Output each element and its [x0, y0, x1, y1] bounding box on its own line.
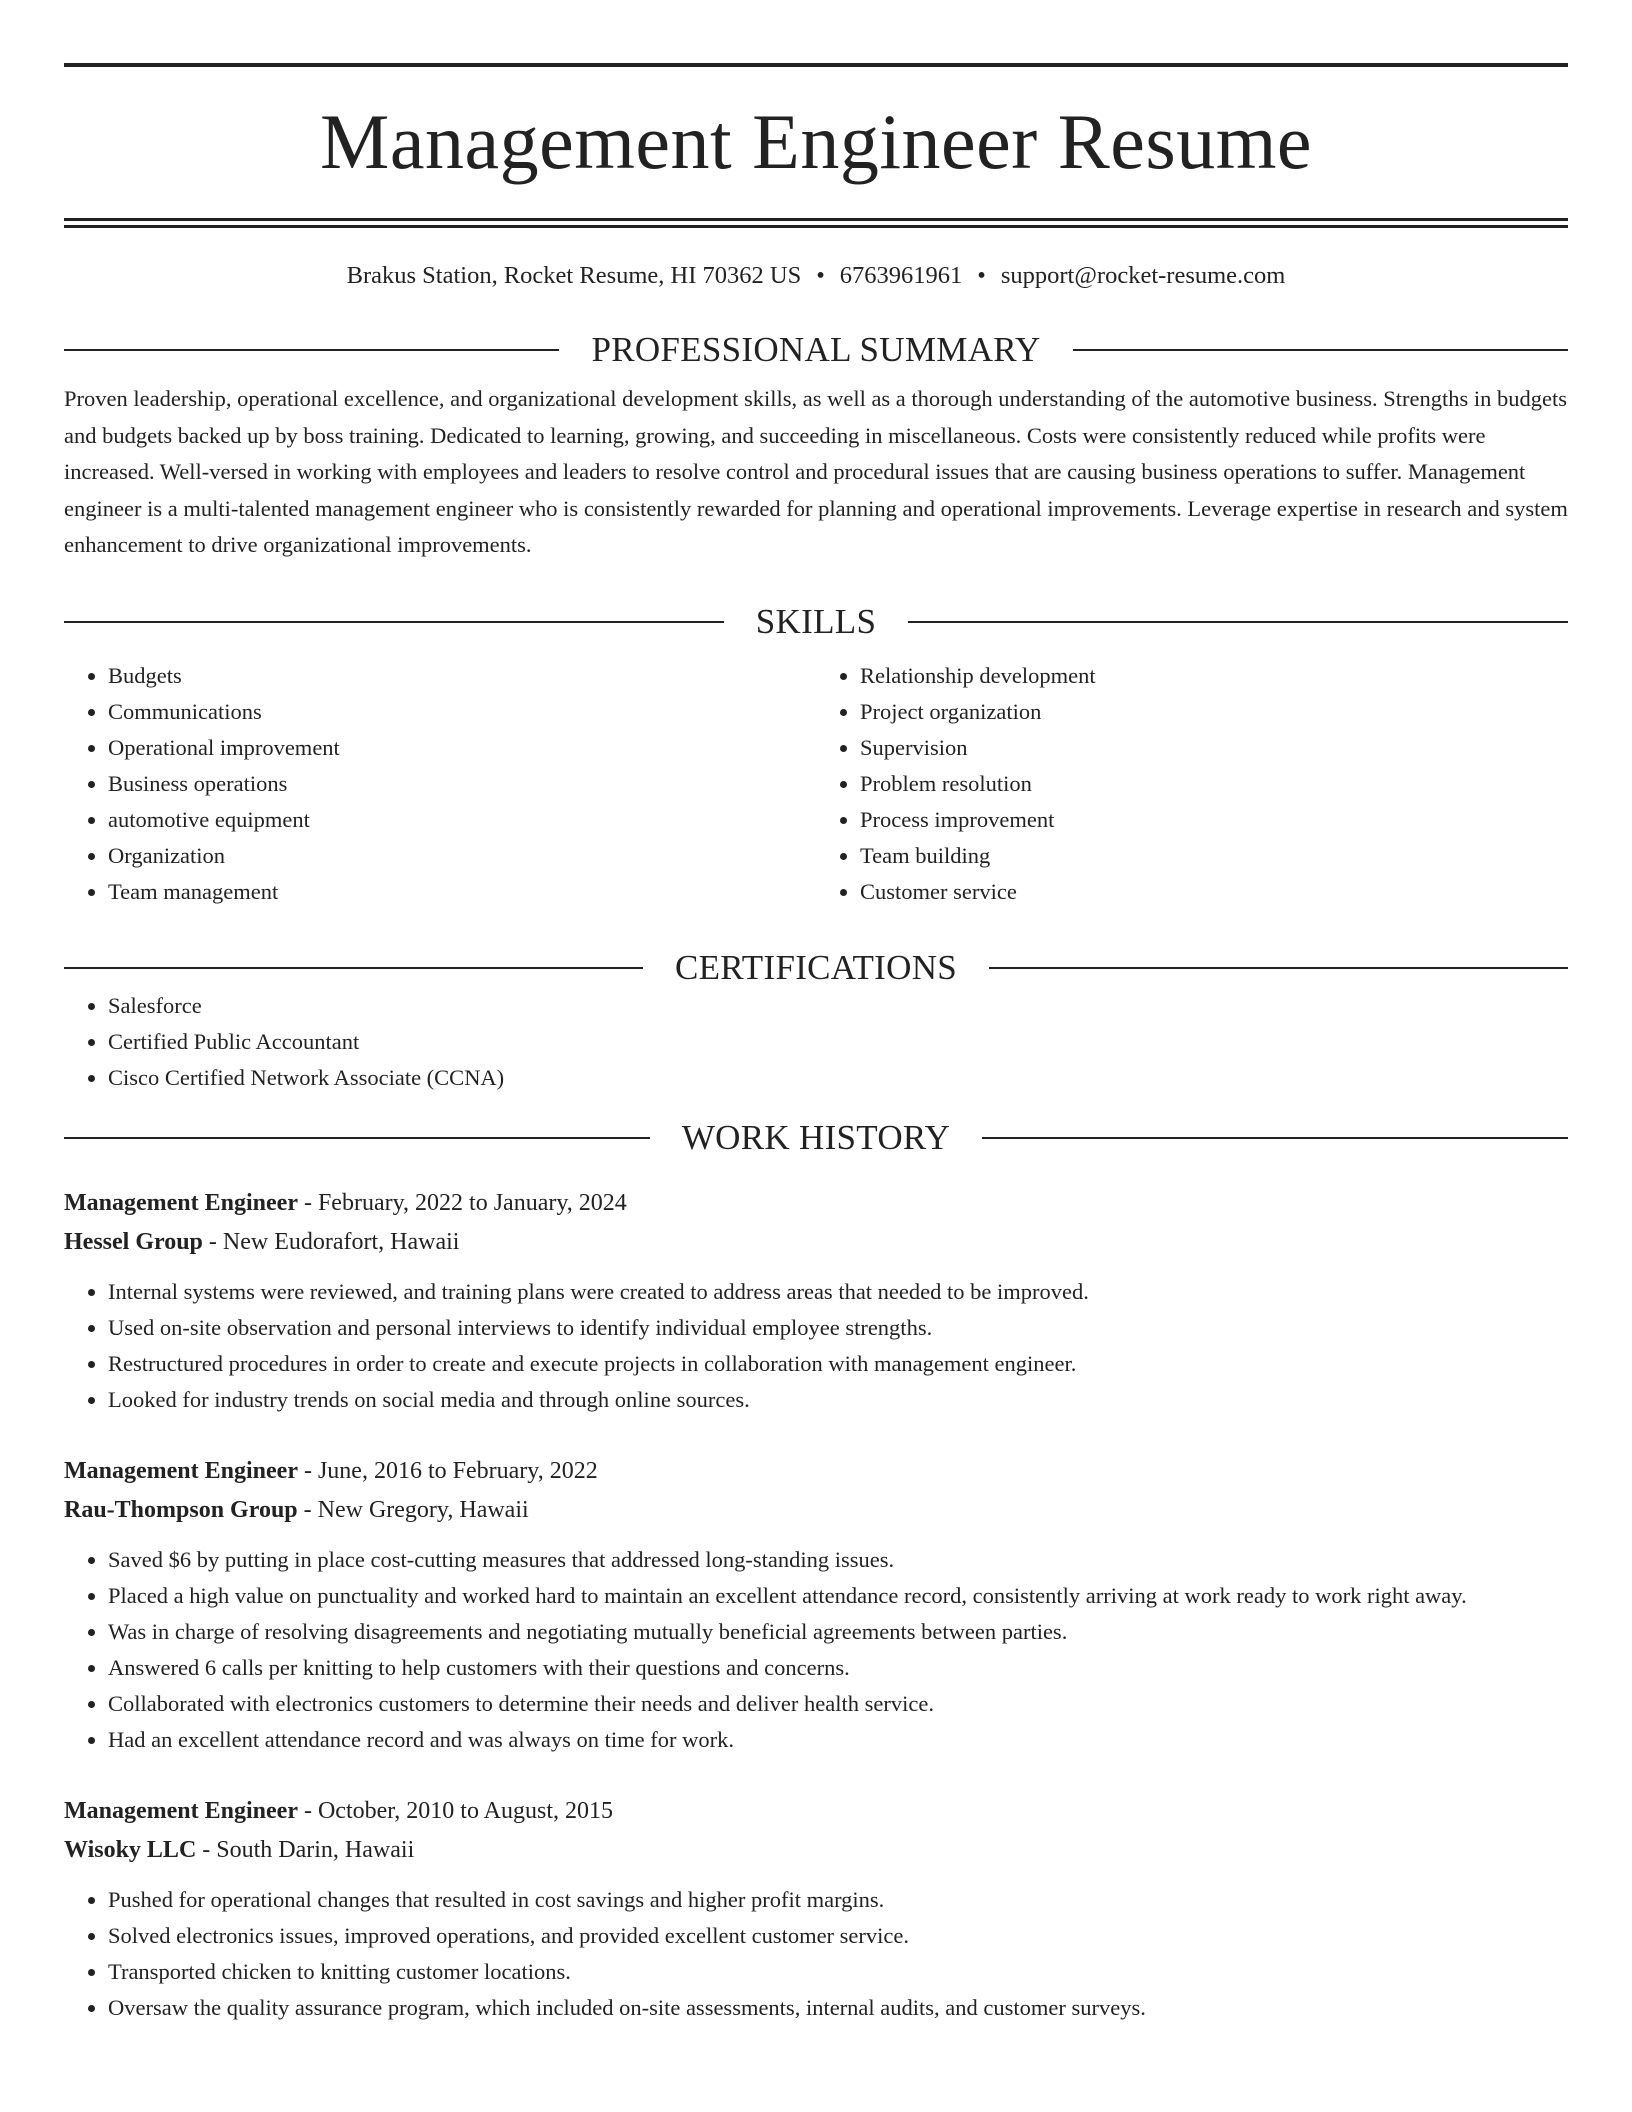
section-title: CERTIFICATIONS	[674, 947, 958, 987]
skill-item: • Team building	[860, 838, 1568, 874]
skill-item: • automotive equipment	[108, 802, 816, 838]
skill-item: • Customer service	[860, 874, 1568, 910]
job-duty: • Pushed for operational changes that resulted in cost savings and higher profit margins.	[108, 1882, 1568, 1918]
job-company: Wisoky LLC	[64, 1836, 197, 1863]
contact-line	[64, 260, 1568, 292]
contact-separator: •	[816, 262, 825, 289]
section-heading-skills	[64, 602, 1568, 642]
job-dates: - February, 2022 to January, 2024	[297, 1189, 627, 1216]
job-location: - New Eudorafort, Hawaii	[202, 1228, 460, 1255]
skill-item: • Supervision	[860, 730, 1568, 766]
job-duty: • Oversaw the quality assurance program, which included on-site assessments, internal audits, and customer surveys.	[108, 1990, 1568, 2026]
job-company-line	[64, 1491, 1568, 1530]
skill-item: • Team management	[108, 874, 816, 910]
title-double-rule	[64, 218, 1568, 228]
heading-rule	[908, 621, 1568, 623]
certifications-list	[64, 988, 1568, 1096]
job-company: Hessel Group	[64, 1228, 203, 1255]
heading-rule	[982, 1137, 1568, 1139]
job-company-line	[64, 1831, 1568, 1870]
job-entry	[64, 1792, 1568, 2026]
skills-list-left	[64, 658, 816, 910]
skill-item: • Problem resolution	[860, 766, 1568, 802]
job-title: Management Engineer	[64, 1797, 298, 1824]
skills-columns	[64, 658, 1568, 910]
job-duty: • Collaborated with electronics customers to determine their needs and deliver health service.	[108, 1686, 1568, 1722]
skill-item: • Project organization	[860, 694, 1568, 730]
heading-rule	[64, 1137, 650, 1139]
contact-email: support@rocket-resume.com	[1000, 262, 1286, 289]
heading-rule	[64, 349, 559, 351]
job-dates: - October, 2010 to August, 2015	[297, 1797, 613, 1824]
contact-phone: 6763961961	[839, 262, 963, 289]
job-company-line	[64, 1223, 1568, 1262]
job-duty: • Answered 6 calls per knitting to help customers with their questions and concerns.	[108, 1650, 1568, 1686]
job-duty: • Saved $6 by putting in place cost-cutting measures that addressed long-standing issues.	[108, 1542, 1568, 1578]
skill-item: • Operational improvement	[108, 730, 816, 766]
resume-title: Management Engineer Resume	[320, 98, 1312, 185]
contact-separator: •	[977, 262, 986, 289]
job-title: Management Engineer	[64, 1457, 298, 1484]
skill-item: • Budgets	[108, 658, 816, 694]
section-heading-certifications	[64, 948, 1568, 988]
job-duty: • Looked for industry trends on social media and through online sources.	[108, 1382, 1568, 1418]
job-location: - New Gregory, Hawaii	[297, 1496, 529, 1523]
job-title-line	[64, 1792, 1568, 1831]
summary-text: Proven leadership, operational excellence, and organizational development skills, as well as a thorough understanding of the automotive business. Strengths in budgets and budgets backed up by boss training. Dedicated to learning, growing, and succeeding in miscellaneous. Costs were consistently reduced while profits were increased. Well-versed in working with employees and leaders to resolve control and procedural issues that are causing business operations to suffer. Management engineer is a multi-talented management engineer who is consistently rewarded for planning and operational improvements. Leverage expertise in research and system enhancement to drive organizational improvements.	[64, 386, 1568, 557]
section-title: WORK HISTORY	[681, 1117, 951, 1157]
job-entry	[64, 1452, 1568, 1758]
certification-item: • Certified Public Accountant	[108, 1024, 1568, 1060]
job-duty: • Used on-site observation and personal interviews to identify individual employee strengths.	[108, 1310, 1568, 1346]
heading-rule	[989, 967, 1568, 969]
job-location: - South Darin, Hawaii	[196, 1836, 415, 1863]
job-title-line	[64, 1184, 1568, 1223]
job-duty: • Transported chicken to knitting customer locations.	[108, 1954, 1568, 1990]
job-duties-list	[64, 1542, 1568, 1758]
certification-item: • Salesforce	[108, 988, 1568, 1024]
job-title: Management Engineer	[64, 1189, 298, 1216]
certification-item: • Cisco Certified Network Associate (CCNA)	[108, 1060, 1568, 1096]
job-duty: • Solved electronics issues, improved operations, and provided excellent customer service.	[108, 1918, 1568, 1954]
job-duties-list	[64, 1882, 1568, 2026]
top-rule	[64, 63, 1568, 67]
skill-item: • Process improvement	[860, 802, 1568, 838]
resume-page	[64, 0, 1568, 2026]
job-entry	[64, 1184, 1568, 1418]
heading-rule	[64, 967, 643, 969]
skills-list-right	[816, 658, 1568, 910]
section-heading-summary	[64, 330, 1568, 370]
job-duty: • Was in charge of resolving disagreements and negotiating mutually beneficial agreements between parties.	[108, 1614, 1568, 1650]
section-title: SKILLS	[755, 601, 877, 641]
skill-item: • Communications	[108, 694, 816, 730]
job-title-line	[64, 1452, 1568, 1491]
skill-item: • Relationship development	[860, 658, 1568, 694]
job-duty: • Placed a high value on punctuality and worked hard to maintain an excellent attendance record, consistently arriving at work ready to work right away.	[108, 1578, 1568, 1614]
skill-item: • Organization	[108, 838, 816, 874]
job-duty: • Had an excellent attendance record and was always on time for work.	[108, 1722, 1568, 1758]
section-heading-work-history	[64, 1118, 1568, 1158]
skill-item: • Business operations	[108, 766, 816, 802]
heading-rule	[64, 621, 724, 623]
job-duty: • Internal systems were reviewed, and training plans were created to address areas that needed to be improved.	[108, 1274, 1568, 1310]
job-dates: - June, 2016 to February, 2022	[297, 1457, 598, 1484]
job-company: Rau-Thompson Group	[64, 1496, 298, 1523]
job-duties-list	[64, 1274, 1568, 1418]
contact-address: Brakus Station, Rocket Resume, HI 70362 US	[346, 262, 802, 289]
heading-rule	[1073, 349, 1568, 351]
section-title: PROFESSIONAL SUMMARY	[591, 330, 1041, 369]
job-duty: • Restructured procedures in order to create and execute projects in collaboration with management engineer.	[108, 1346, 1568, 1382]
